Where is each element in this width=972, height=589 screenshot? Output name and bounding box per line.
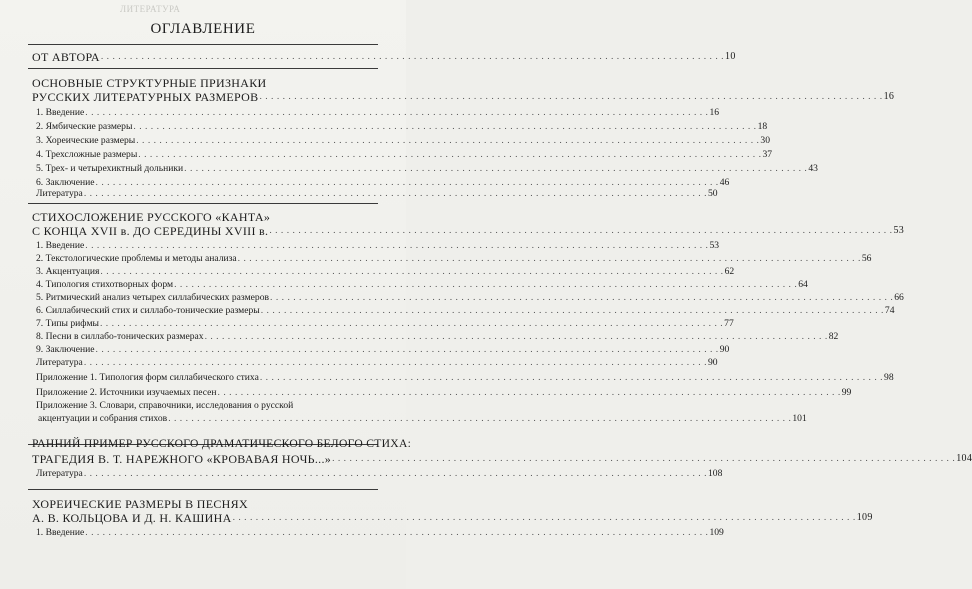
toc-entry-page: 109: [856, 512, 873, 523]
leader-dots: . . . . . . . . . . . . . . . . . . . . . . . . . . . . . . . . . . . . . . . . . . . . . . . . . . . . . . . . . . . . . . . . . . . . . . . . . . . . . . . . . . . . . . . . . . . . . . . . . . . . . . . . . . . .: [83, 188, 707, 199]
leader-dots: . . . . . . . . . . . . . . . . . . . . . . . . . . . . . . . . . . . . . . . . . . . . . . . . . . . . . . . . . . . . . . . . . . . . . . . . . . . . . . . . . . . . . . . . . . . . . . . . . . . . . . . . . . . .: [259, 91, 883, 102]
toc-entry-page: 16: [709, 107, 720, 118]
toc-entry-title[interactable]: Приложение 3. Словари, справочники, исследования о русской: [36, 400, 294, 411]
toc-entry-title: 6. Силлабический стих и силлабо-тонические размеры: [36, 305, 260, 316]
leader-dots: . . . . . . . . . . . . . . . . . . . . . . . . . . . . . . . . . . . . . . . . . . . . . . . . . . . . . . . . . . . . . . . . . . . . . . . . . . . . . . . . . . . . . . . . . . . . . . . . . . . . . . . . . . . .: [168, 413, 792, 424]
leader-dots: . . . . . . . . . . . . . . . . . . . . . . . . . . . . . . . . . . . . . . . . . . . . . . . . . . . . . . . . . . . . . . . . . . . . . . . . . . . . . . . . . . . . . . . . . . . . . . . . . . . . . . . . . . . .: [217, 387, 841, 398]
section-heading: СТИХОСЛОЖЕНИЕ РУССКОГО «КАНТА»: [32, 210, 271, 224]
toc-entry-title: 1. Введение: [36, 527, 85, 538]
toc-entry-title: 9. Заключение: [36, 344, 95, 355]
toc-entry-page: 99: [841, 387, 852, 398]
toc-entry[interactable]: [36, 305, 895, 317]
toc-entry[interactable]: [36, 527, 724, 539]
leader-dots: . . . . . . . . . . . . . . . . . . . . . . . . . . . . . . . . . . . . . . . . . . . . . . . . . . . . . . . . . . . . . . . . . . . . . . . . . . . . . . . . . . . . . . . . . . . . . . . . . . . . . . . . . . . .: [270, 292, 894, 303]
leader-dots: . . . . . . . . . . . . . . . . . . . . . . . . . . . . . . . . . . . . . . . . . . . . . . . . . . . . . . . . . . . . . . . . . . . . . . . . . . . . . . . . . . . . . . . . . . . . . . . . . . . . . . . . . . . .: [184, 163, 808, 174]
toc-entry[interactable]: [36, 387, 852, 399]
leader-dots: . . . . . . . . . . . . . . . . . . . . . . . . . . . . . . . . . . . . . . . . . . . . . . . . . . . . . . . . . . . . . . . . . . . . . . . . . . . . . . . . . . . . . . . . . . . . . . . . . . . . . . . . . . . .: [269, 225, 893, 236]
toc-entry-page: 18: [757, 121, 768, 132]
toc-entry-title: 2. Текстологические проблемы и методы анализа: [36, 253, 237, 264]
toc-entry[interactable]: [36, 413, 807, 425]
toc-entry-title: 4. Типология стихотворных форм: [36, 279, 174, 290]
toc-entry[interactable]: [36, 357, 718, 369]
leader-dots: . . . . . . . . . . . . . . . . . . . . . . . . . . . . . . . . . . . . . . . . . . . . . . . . . . . . . . . . . . . . . . . . . . . . . . . . . . . . . . . . . . . . . . . . . . . . . . . . . . . . . . . . . . . .: [100, 318, 724, 329]
toc-entry[interactable]: [36, 188, 718, 200]
toc-entry-title: 5. Трех- и четырехиктный дольники: [36, 163, 184, 174]
leader-dots: . . . . . . . . . . . . . . . . . . . . . . . . . . . . . . . . . . . . . . . . . . . . . . . . . . . . . . . . . . . . . . . . . . . . . . . . . . . . . . . . . . . . . . . . . . . . . . . . . . . . . . . . . . . .: [100, 51, 725, 62]
toc-entry[interactable]: [36, 266, 735, 278]
toc-entry-title: 7. Типы рифмы: [36, 318, 99, 329]
toc-entry-page: 37: [762, 149, 773, 160]
toc-entry-page: 53: [893, 225, 905, 236]
toc-entry-page: 77: [724, 318, 734, 329]
leader-dots: . . . . . . . . . . . . . . . . . . . . . . . . . . . . . . . . . . . . . . . . . . . . . . . . . . . . . . . . . . . . . . . . . . . . . . . . . . . . . . . . . . . . . . . . . . . . . . . . . . . . . . . . . . . .: [83, 357, 707, 368]
leader-dots: . . . . . . . . . . . . . . . . . . . . . . . . . . . . . . . . . . . . . . . . . . . . . . . . . . . . . . . . . . . . . . . . . . . . . . . . . . . . . . . . . . . . . . . . . . . . . . . . . . . . . . . . . . . .: [332, 453, 956, 464]
toc-entry-page: 108: [708, 468, 723, 479]
divider: [28, 68, 378, 69]
toc-entry-page: 46: [719, 177, 730, 188]
toc-entry-page: 43: [808, 163, 818, 174]
leader-dots: . . . . . . . . . . . . . . . . . . . . . . . . . . . . . . . . . . . . . . . . . . . . . . . . . . . . . . . . . . . . . . . . . . . . . . . . . . . . . . . . . . . . . . . . . . . . . . . . . . . . . . . . . . . .: [259, 372, 884, 383]
toc-entry[interactable]: [36, 292, 904, 304]
toc-entry[interactable]: [36, 468, 723, 480]
leader-dots: . . . . . . . . . . . . . . . . . . . . . . . . . . . . . . . . . . . . . . . . . . . . . . . . . . . . . . . . . . . . . . . . . . . . . . . . . . . . . . . . . . . . . . . . . . . . . . . . . . . . . . . . . . . .: [95, 344, 719, 355]
toc-entry-page: 62: [724, 266, 735, 277]
leader-dots: . . . . . . . . . . . . . . . . . . . . . . . . . . . . . . . . . . . . . . . . . . . . . . . . . . . . . . . . . . . . . . . . . . . . . . . . . . . . . . . . . . . . . . . . . . . . . . . . . . . . . . . . . . . .: [260, 305, 884, 316]
toc-entry-title: А. В. КОЛЬЦОВА И Д. Н. КАШИНА: [32, 511, 232, 525]
toc-entry-title: РУССКИХ ЛИТЕРАТУРНЫХ РАЗМЕРОВ: [32, 90, 259, 104]
toc-entry-page: 64: [798, 279, 808, 290]
leader-dots: . . . . . . . . . . . . . . . . . . . . . . . . . . . . . . . . . . . . . . . . . . . . . . . . . . . . . . . . . . . . . . . . . . . . . . . . . . . . . . . . . . . . . . . . . . . . . . . . . . . . . . . . . . . .: [237, 253, 861, 264]
toc-entry-page: 50: [708, 188, 718, 199]
toc-entry-title: ОТ АВТОРА: [32, 50, 100, 64]
toc-entry-page: 104: [956, 453, 972, 464]
toc-entry-title: 3. Акцентуация: [36, 266, 100, 277]
toc-entry-page: 74: [884, 305, 895, 316]
toc-entry[interactable]: [36, 344, 730, 356]
toc-entry-title: 2. Ямбические размеры: [36, 121, 133, 132]
leader-dots: . . . . . . . . . . . . . . . . . . . . . . . . . . . . . . . . . . . . . . . . . . . . . . . . . . . . . . . . . . . . . . . . . . . . . . . . . . . . . . . . . . . . . . . . . . . . . . . . . . . . . . . . . . . .: [133, 121, 757, 132]
bleed-through-text: ЛИТЕРАТУРА: [120, 4, 181, 14]
toc-entry-page: 82: [828, 331, 839, 342]
toc-entry-title: 3. Хореические размеры: [36, 135, 136, 146]
toc-entry[interactable]: [36, 331, 839, 343]
toc-entry[interactable]: [32, 50, 736, 64]
toc-entry-title: акцентуации и собрания стихов: [38, 413, 168, 424]
divider: [28, 489, 378, 490]
toc-entry-title: Литература: [36, 468, 83, 479]
toc-entry[interactable]: [36, 253, 872, 265]
divider: [28, 44, 378, 45]
leader-dots: . . . . . . . . . . . . . . . . . . . . . . . . . . . . . . . . . . . . . . . . . . . . . . . . . . . . . . . . . . . . . . . . . . . . . . . . . . . . . . . . . . . . . . . . . . . . . . . . . . . . . . . . . . . .: [138, 149, 762, 160]
toc-entry-title: ТРАГЕДИЯ В. Т. НАРЕЖНОГО «КРОВАВАЯ НОЧЬ...»: [32, 452, 332, 466]
toc-entry-page: 98: [884, 372, 894, 383]
leader-dots: . . . . . . . . . . . . . . . . . . . . . . . . . . . . . . . . . . . . . . . . . . . . . . . . . . . . . . . . . . . . . . . . . . . . . . . . . . . . . . . . . . . . . . . . . . . . . . . . . . . . . . . . . . . .: [136, 135, 760, 146]
toc-entry[interactable]: [36, 149, 773, 161]
section-heading: РАННИЙ ПРИМЕР РУССКОГО ДРАМАТИЧЕСКОГО БЕЛОГО СТИХА:: [32, 437, 412, 450]
page-title: ОГЛАВЛЕНИЕ: [150, 21, 256, 37]
leader-dots: . . . . . . . . . . . . . . . . . . . . . . . . . . . . . . . . . . . . . . . . . . . . . . . . . . . . . . . . . . . . . . . . . . . . . . . . . . . . . . . . . . . . . . . . . . . . . . . . . . . . . . . . . . . .: [85, 527, 709, 538]
toc-entry[interactable]: [36, 318, 734, 330]
toc-entry-title: 1. Введение: [36, 107, 85, 118]
divider: [28, 203, 378, 204]
toc-entry-page: 101: [792, 413, 807, 424]
toc-entry-page: 90: [719, 344, 730, 355]
toc-entry-title: 6. Заключение: [36, 177, 95, 188]
toc-entry-page: 66: [894, 292, 904, 303]
toc-entry-title: Литература: [36, 188, 83, 199]
toc-entry-page: 16: [883, 91, 895, 102]
leader-dots: . . . . . . . . . . . . . . . . . . . . . . . . . . . . . . . . . . . . . . . . . . . . . . . . . . . . . . . . . . . . . . . . . . . . . . . . . . . . . . . . . . . . . . . . . . . . . . . . . . . . . . . . . . . .: [85, 107, 709, 118]
toc-entry[interactable]: [32, 452, 972, 466]
toc-entry-page: 30: [760, 135, 770, 146]
toc-entry[interactable]: [32, 90, 895, 104]
toc-entry[interactable]: [36, 279, 808, 291]
leader-dots: . . . . . . . . . . . . . . . . . . . . . . . . . . . . . . . . . . . . . . . . . . . . . . . . . . . . . . . . . . . . . . . . . . . . . . . . . . . . . . . . . . . . . . . . . . . . . . . . . . . . . . . . . . . .: [95, 177, 719, 188]
toc-entry-page: 53: [709, 240, 720, 251]
toc-entry-title: С КОНЦА XVII в. ДО СЕРЕДИНЫ XVIII в.: [32, 224, 269, 238]
leader-dots: . . . . . . . . . . . . . . . . . . . . . . . . . . . . . . . . . . . . . . . . . . . . . . . . . . . . . . . . . . . . . . . . . . . . . . . . . . . . . . . . . . . . . . . . . . . . . . . . . . . . . . . . . . . .: [204, 331, 828, 342]
leader-dots: . . . . . . . . . . . . . . . . . . . . . . . . . . . . . . . . . . . . . . . . . . . . . . . . . . . . . . . . . . . . . . . . . . . . . . . . . . . . . . . . . . . . . . . . . . . . . . . . . . . . . . . . . . . .: [174, 279, 798, 290]
section-heading: ОСНОВНЫЕ СТРУКТУРНЫЕ ПРИЗНАКИ: [32, 76, 267, 90]
toc-entry[interactable]: [36, 121, 768, 133]
toc-entry-title: 4. Трехсложные размеры: [36, 149, 138, 160]
leader-dots: . . . . . . . . . . . . . . . . . . . . . . . . . . . . . . . . . . . . . . . . . . . . . . . . . . . . . . . . . . . . . . . . . . . . . . . . . . . . . . . . . . . . . . . . . . . . . . . . . . . . . . . . . . . .: [232, 512, 856, 523]
toc-entry[interactable]: [36, 107, 720, 119]
toc-entry[interactable]: [36, 372, 894, 384]
toc-entry-title: 5. Ритмический анализ четырех силлабических размеров: [36, 292, 270, 303]
leader-dots: . . . . . . . . . . . . . . . . . . . . . . . . . . . . . . . . . . . . . . . . . . . . . . . . . . . . . . . . . . . . . . . . . . . . . . . . . . . . . . . . . . . . . . . . . . . . . . . . . . . . . . . . . . . .: [83, 468, 707, 479]
toc-entry[interactable]: [36, 135, 770, 147]
toc-entry[interactable]: [36, 163, 818, 175]
toc-entry-title: Приложение 1. Типология форм силлабического стиха: [36, 372, 259, 383]
toc-entry-title: Приложение 2. Источники изучаемых песен: [36, 387, 217, 398]
toc-entry-page: 109: [709, 527, 724, 538]
toc-entry-page: 90: [708, 357, 718, 368]
section-heading: ХОРЕИЧЕСКИЕ РАЗМЕРЫ В ПЕСНЯХ: [32, 497, 248, 511]
toc-entry-title: 8. Песни в силлабо-тонических размерах: [36, 331, 204, 342]
toc-entry-page: 10: [725, 51, 736, 62]
leader-dots: . . . . . . . . . . . . . . . . . . . . . . . . . . . . . . . . . . . . . . . . . . . . . . . . . . . . . . . . . . . . . . . . . . . . . . . . . . . . . . . . . . . . . . . . . . . . . . . . . . . . . . . . . . . .: [85, 240, 709, 251]
toc-entry-title: Литература: [36, 357, 83, 368]
toc-entry[interactable]: [36, 240, 720, 252]
toc-entry-page: 56: [861, 253, 872, 264]
toc-entry-title: 1. Введение: [36, 240, 85, 251]
leader-dots: . . . . . . . . . . . . . . . . . . . . . . . . . . . . . . . . . . . . . . . . . . . . . . . . . . . . . . . . . . . . . . . . . . . . . . . . . . . . . . . . . . . . . . . . . . . . . . . . . . . . . . . . . . . .: [100, 266, 724, 277]
toc-entry[interactable]: [32, 224, 905, 238]
toc-entry[interactable]: [32, 511, 873, 525]
